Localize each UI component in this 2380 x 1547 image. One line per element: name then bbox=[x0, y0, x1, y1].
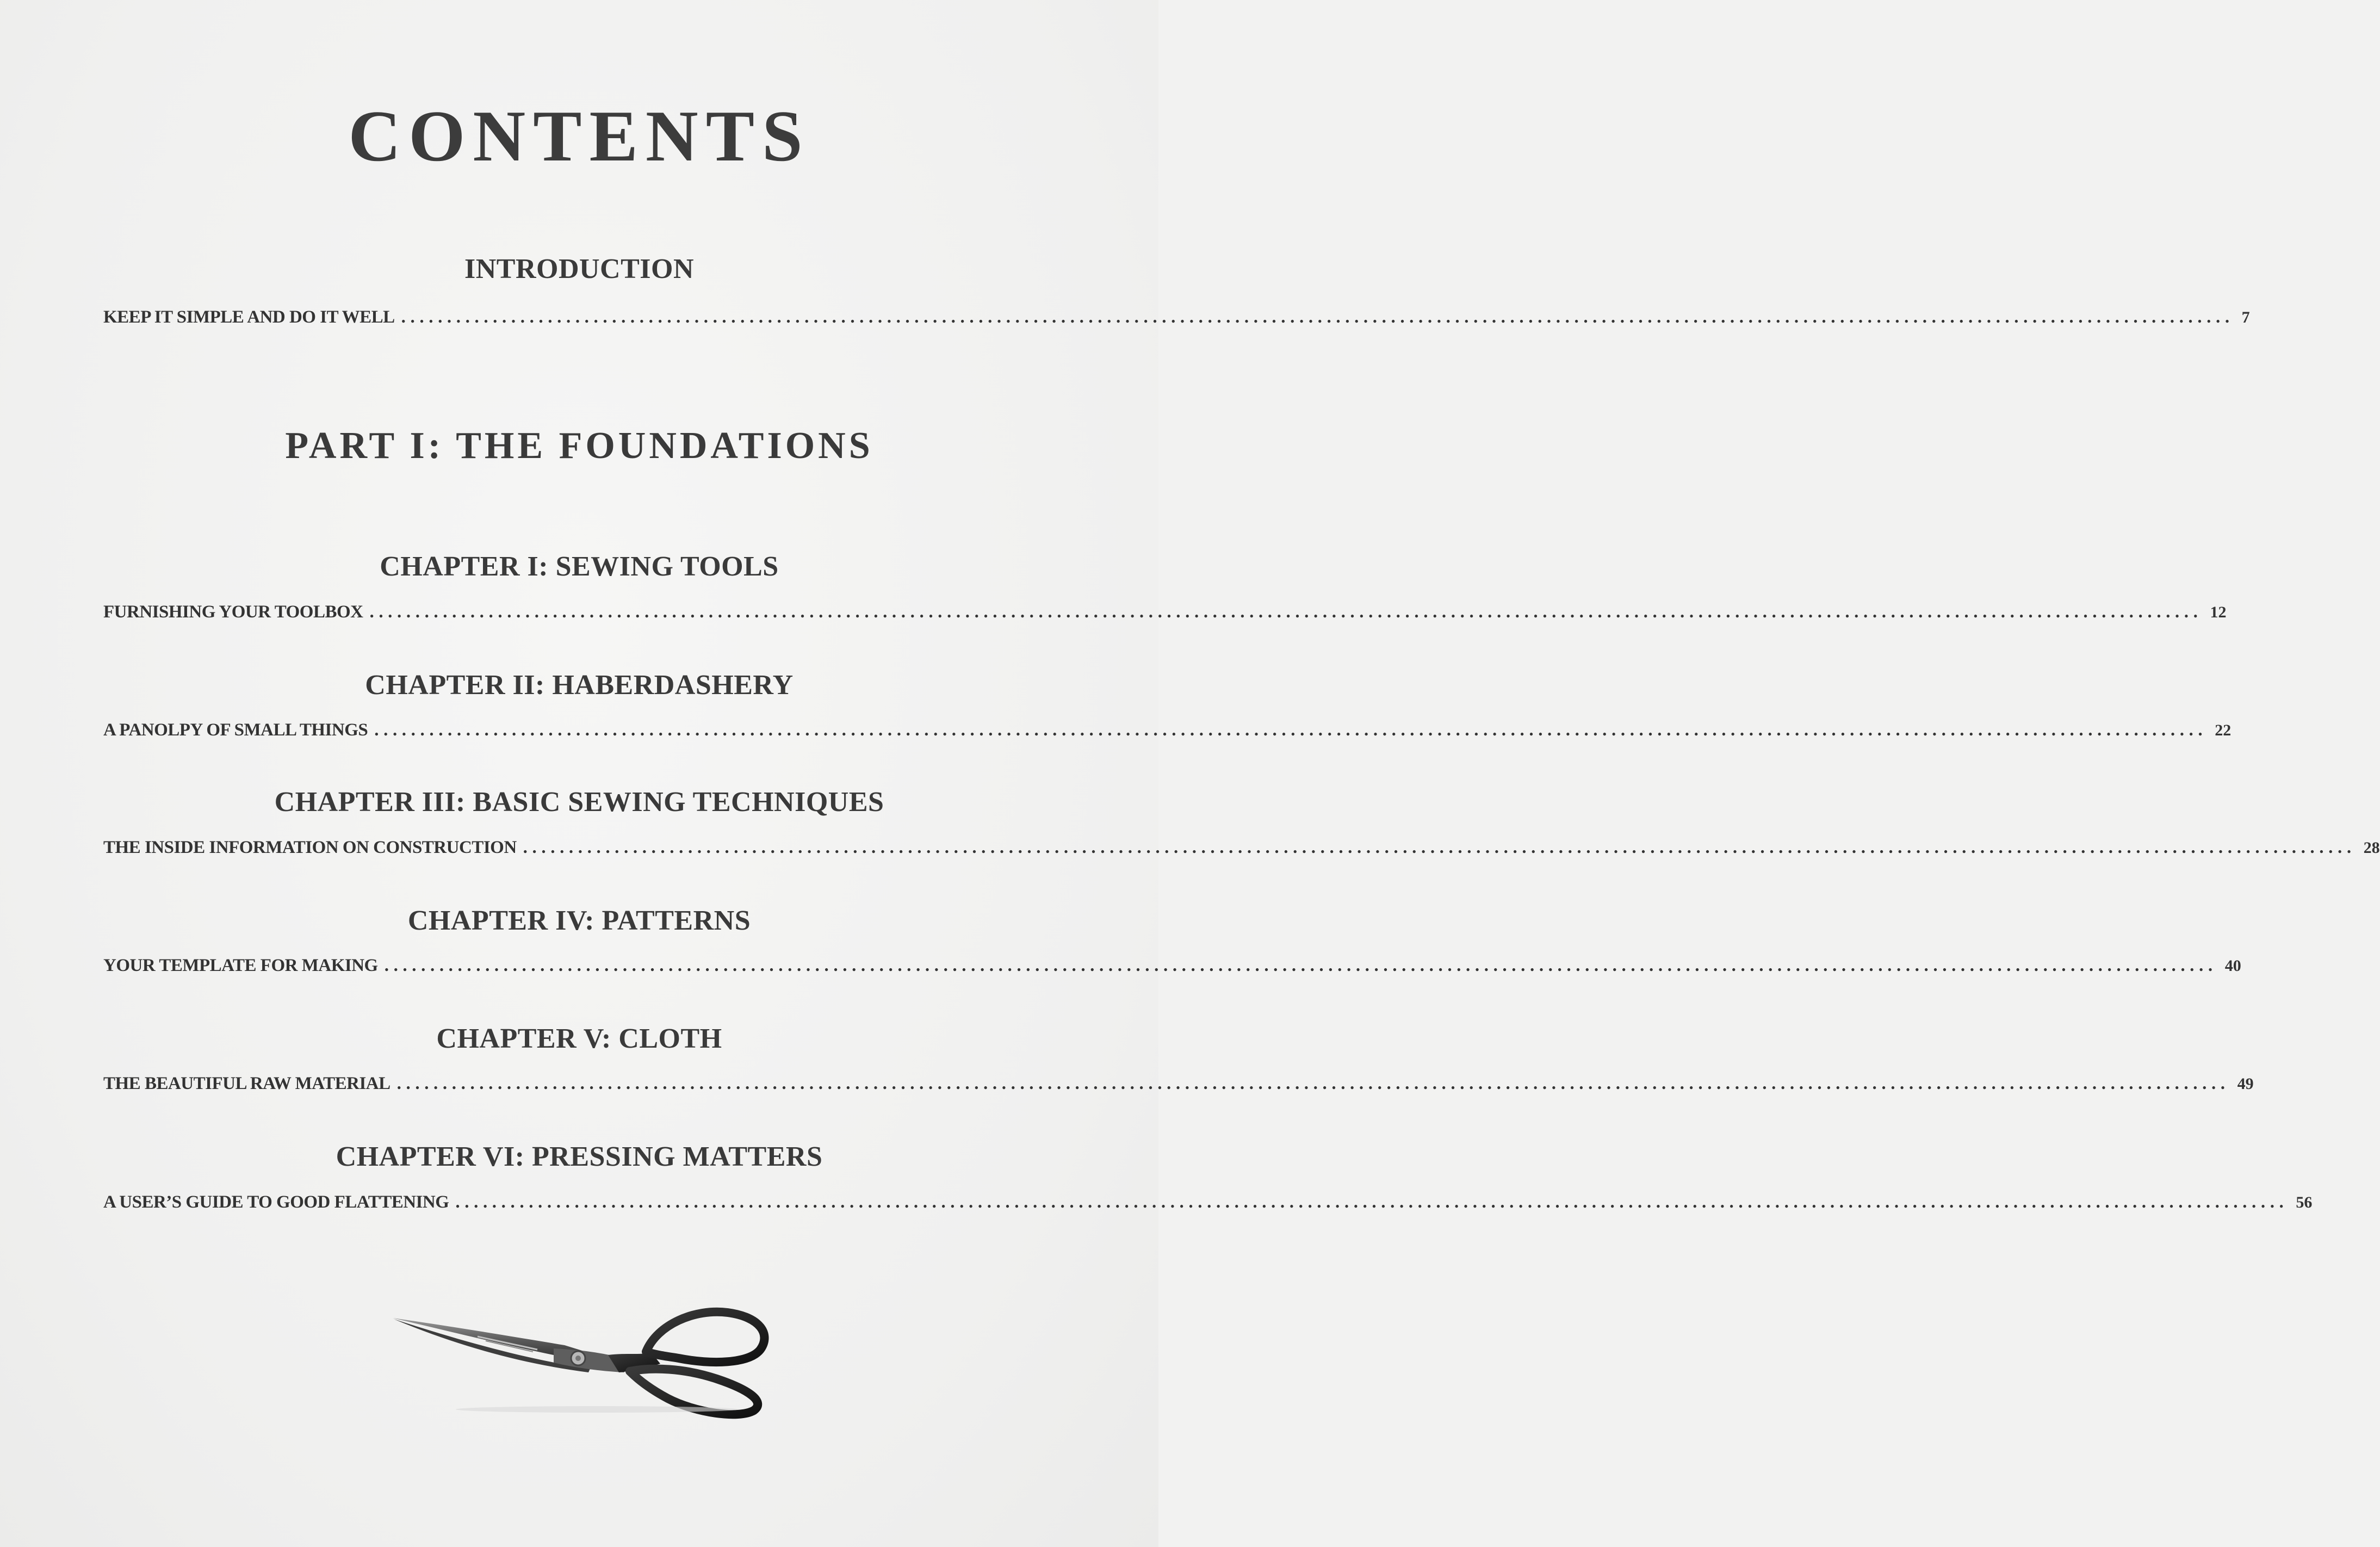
chapter-heading-6: CHAPTER VI: PRESSING MATTERS bbox=[336, 1141, 823, 1172]
dot-leader: ........................................................................................................................................................................................................ bbox=[374, 720, 2208, 740]
toc-page-number: 28 bbox=[2363, 839, 2380, 857]
scissors-icon bbox=[391, 1303, 771, 1417]
chapter-heading-4: CHAPTER IV: PATTERNS bbox=[407, 905, 751, 936]
toc-page-number: 7 bbox=[2241, 308, 2250, 326]
toc-entry-label: A USER’S GUIDE TO GOOD FLATTENING bbox=[103, 1192, 449, 1212]
toc-entry-label: A PANOLPY OF SMALL THINGS bbox=[103, 720, 368, 740]
toc-entry-chapter-6[interactable] bbox=[103, 1189, 2313, 1216]
dot-leader: ........................................................................................................................................................................................................ bbox=[369, 602, 2203, 622]
toc-page-number: 12 bbox=[2210, 603, 2227, 621]
dot-leader: ........................................................................................................................................................................................................ bbox=[396, 1074, 2230, 1093]
toc-entry-chapter-4[interactable] bbox=[103, 952, 2241, 979]
toc-entry-chapter-5[interactable] bbox=[103, 1070, 2254, 1097]
toc-entry-label: FURNISHING YOUR TOOLBOX bbox=[103, 602, 363, 622]
chapter-heading-1: CHAPTER I: SEWING TOOLS bbox=[380, 551, 779, 582]
toc-entry-introduction[interactable] bbox=[103, 304, 2250, 331]
toc-entry-chapter-3[interactable] bbox=[103, 834, 2380, 861]
part-heading: PART I: THE FOUNDATIONS bbox=[285, 425, 873, 467]
chapter-heading-3: CHAPTER III: BASIC SEWING TECHNIQUES bbox=[274, 787, 884, 818]
toc-page-number: 56 bbox=[2296, 1193, 2313, 1211]
toc-entry-chapter-1[interactable] bbox=[103, 598, 2227, 626]
dot-leader: ........................................................................................................................................................................................................ bbox=[401, 307, 2234, 327]
toc-entry-label: YOUR TEMPLATE FOR MAKING bbox=[103, 956, 378, 975]
toc-page-number: 22 bbox=[2215, 721, 2232, 739]
page-title: CONTENTS bbox=[348, 96, 810, 176]
dot-leader: ........................................................................................................................................................................................................ bbox=[455, 1192, 2289, 1212]
toc-page-number: 49 bbox=[2237, 1075, 2254, 1093]
toc-entry-chapter-2[interactable] bbox=[103, 716, 2232, 744]
dot-leader: ........................................................................................................................................................................................................ bbox=[523, 838, 2356, 857]
dot-leader: ........................................................................................................................................................................................................ bbox=[384, 956, 2217, 975]
toc-page-number: 40 bbox=[2224, 957, 2241, 975]
toc-entry-label: KEEP IT SIMPLE AND DO IT WELL bbox=[103, 307, 395, 327]
chapter-heading-2: CHAPTER II: HABERDASHERY bbox=[365, 670, 794, 701]
introduction-heading: INTRODUCTION bbox=[464, 253, 695, 284]
toc-entry-label: THE BEAUTIFUL RAW MATERIAL bbox=[103, 1074, 391, 1093]
toc-entry-label: THE INSIDE INFORMATION ON CONSTRUCTION bbox=[103, 838, 517, 857]
chapter-heading-5: CHAPTER V: CLOTH bbox=[436, 1023, 722, 1054]
